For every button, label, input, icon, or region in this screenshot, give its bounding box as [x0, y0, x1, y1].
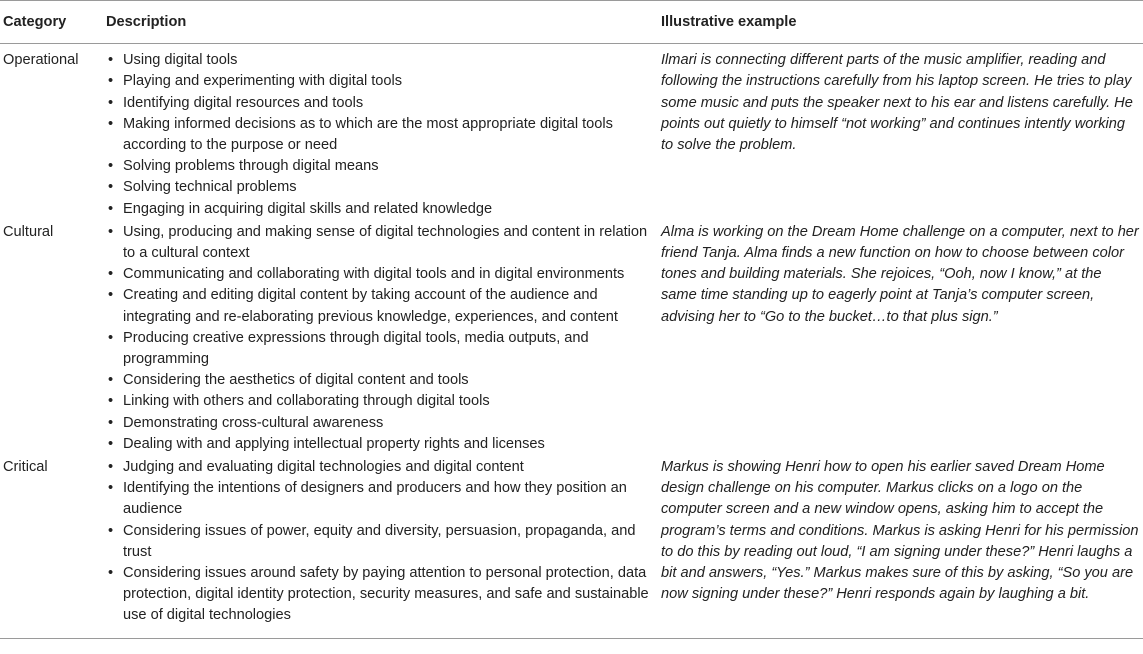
description-item: • Judging and evaluating digital technologies and digital content — [106, 457, 661, 478]
header-description: Description — [106, 14, 187, 30]
description-item: • Engaging in acquiring digital skills and related knowledge — [106, 199, 661, 220]
description-item: • Playing and experimenting with digital tools — [106, 71, 661, 92]
description-item: • Communicating and collaborating with digital tools and in digital environments — [106, 264, 661, 285]
description-item: • Identifying digital resources and tools — [106, 93, 661, 114]
bullet-icon: • — [108, 223, 114, 240]
description-item: • Solving technical problems — [106, 177, 661, 198]
example-cell: Ilmari is connecting different parts of the music amplifier, reading and following the instructions carefully from his laptop screen. He tries to play some music and puts the speaker next to his ear and listens carefully. He points out quietly to himself “not working” and continues intently working to solve the problem. — [661, 52, 1133, 154]
table-row-critical — [0, 455, 1143, 638]
bullet-icon: • — [108, 435, 114, 452]
bullet-icon: • — [108, 414, 114, 431]
description-item: • Creating and editing digital content by taking account of the audience and integrating and re-elaborating previous knowledge, experiences, and content — [108, 287, 618, 325]
description-item: • Solving problems through digital means — [106, 156, 661, 177]
bullet-icon: • — [108, 179, 114, 196]
description-item: • Making informed decisions as to which are the most appropriate digital tools according to the purpose or need — [108, 115, 613, 154]
description-item: • Considering issues around safety by paying attention to personal protection, data protection, digital identity protection, security measures, and safe and sustainable use of digital technologies — [108, 565, 649, 624]
description-cell — [106, 44, 661, 220]
header-category: Category — [3, 14, 67, 30]
bullet-icon: • — [108, 200, 114, 217]
bullet-icon: • — [108, 372, 114, 389]
description-item: • Dealing with and applying intellectual property rights and licenses — [106, 434, 661, 455]
description-cell — [106, 220, 661, 455]
bullet-icon: • — [108, 115, 114, 132]
bullet-icon: • — [108, 329, 114, 346]
bullet-icon: • — [108, 565, 114, 582]
category-cell: Cultural — [3, 223, 54, 240]
description-item: • Considering issues of power, equity and diversity, persuasion, propaganda, and trust — [108, 522, 636, 560]
bullet-icon: • — [108, 480, 114, 497]
bullet-icon: • — [108, 393, 114, 410]
description-list — [106, 457, 661, 627]
example-cell: Alma is working on the Dream Home challenge on a computer, next to her friend Tanja. Alma finds a new function on how to choose between color tones and building materials. She rejoices, “Ooh, now I know,” at the same time standing up to eagerly point at Tanja’s computer screen, advising her to “Go to the bucket…to that plus sign.” — [661, 223, 1139, 325]
description-item: • Linking with others and collaborating through digital tools — [106, 391, 661, 412]
bullet-icon: • — [108, 266, 114, 283]
description-list — [106, 222, 661, 455]
description-item: • Producing creative expressions through digital tools, media outputs, and programming — [108, 329, 589, 368]
description-item: • Considering the aesthetics of digital content and tools — [106, 370, 661, 391]
description-item: • Demonstrating cross-cultural awareness — [106, 413, 661, 434]
table-body — [0, 44, 1143, 638]
description-item: • Using digital tools — [106, 50, 661, 71]
bullet-icon: • — [108, 94, 114, 111]
header-row — [0, 1, 1143, 44]
bullet-icon: • — [108, 158, 114, 175]
category-cell: Operational — [3, 52, 79, 69]
table-header — [0, 1, 1143, 44]
description-item: • Using, producing and making sense of digital technologies and content in relation to a cultural context — [108, 223, 648, 262]
header-example: Illustrative example — [661, 14, 797, 30]
table-row-operational — [0, 44, 1143, 220]
description-item: • Identifying the intentions of designers and producers and how they position an audience — [108, 480, 627, 518]
description-list — [106, 50, 661, 220]
table-row-cultural — [0, 220, 1143, 455]
bullet-icon: • — [108, 287, 114, 304]
description-cell — [106, 455, 661, 638]
bullet-icon: • — [108, 52, 114, 69]
bullet-icon: • — [108, 522, 114, 539]
bullet-icon: • — [108, 73, 114, 90]
category-cell: Critical — [3, 459, 48, 476]
example-cell: Markus is showing Henri how to open his earlier saved Dream Home design challenge on his computer. Markus clicks on a logo on the computer screen and a new window opens, asking him to accept the program’s terms and conditions. Markus is asking Henri for his permission to do this by reading out loud, “I am signing under these?” Henri laughs a bit and answers, “Yes.” Markus makes sure of this by asking, “So you are now signing under these?” Henri responds again by laughing a bit. — [661, 459, 1139, 603]
bullet-icon: • — [108, 459, 114, 476]
